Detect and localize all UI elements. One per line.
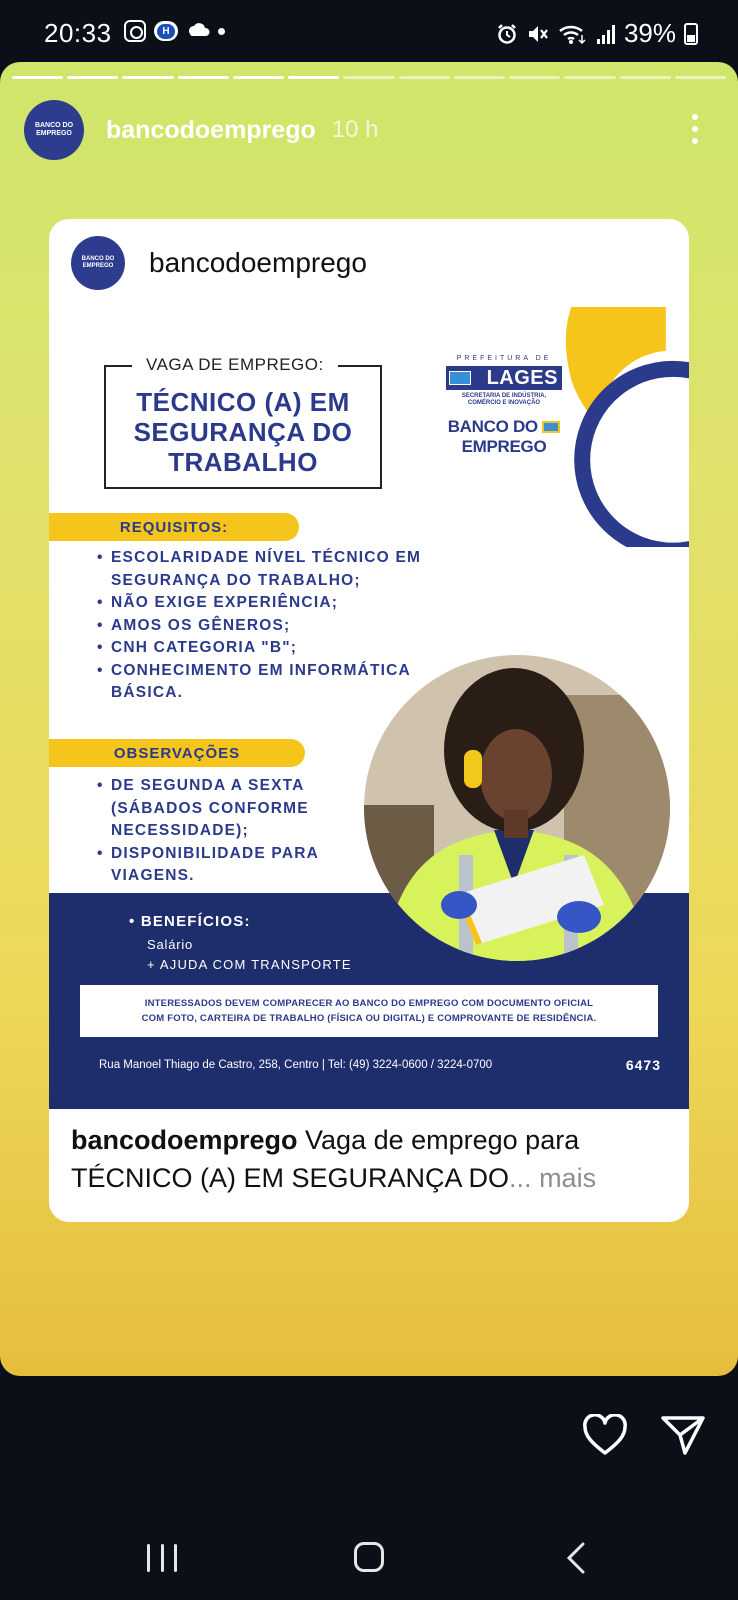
notification-icons	[124, 20, 225, 42]
avatar-text: BANCO DO	[34, 122, 74, 129]
job-code: 6473	[625, 1057, 661, 1073]
progress-segment	[288, 76, 339, 79]
story-progress	[12, 76, 726, 79]
weather-icon	[186, 20, 210, 42]
wifi-icon	[558, 23, 588, 45]
list-item: • DISPONIBILIDADE PARA VIAGENS.	[97, 844, 319, 884]
notice-box	[80, 985, 658, 1037]
more-notifications-dot	[218, 28, 225, 35]
beneficio-item: Salário	[147, 937, 194, 952]
h-app-icon: H	[154, 21, 178, 41]
shared-post-card[interactable]	[49, 219, 689, 1222]
progress-segment	[675, 76, 726, 79]
progress-segment	[122, 76, 173, 79]
prefeitura-label: PREFEITURA DE	[456, 355, 552, 362]
avatar-text: EMPREGO	[82, 263, 114, 269]
status-time: 20:33	[44, 18, 112, 48]
flag-icon	[542, 421, 560, 433]
avatar-text: EMPREGO	[36, 130, 72, 137]
bde-line: BANCO DO	[447, 417, 538, 436]
worker-photo	[364, 655, 670, 961]
story-avatar[interactable]	[24, 100, 84, 160]
progress-segment	[178, 76, 229, 79]
progress-segment	[12, 76, 63, 79]
bde-line: EMPREGO	[461, 437, 547, 456]
alarm-icon	[496, 23, 518, 45]
system-nav-bar	[0, 1520, 738, 1600]
battery-percent: 39%	[623, 18, 676, 48]
instagram-icon	[124, 20, 146, 42]
job-title	[106, 387, 380, 477]
prefeitura-logo	[446, 355, 562, 457]
secretaria-label	[446, 393, 562, 407]
signal-icon	[596, 23, 616, 45]
post-caption[interactable]	[71, 1121, 671, 1197]
mute-icon	[526, 23, 550, 45]
caption-ellipsis: ...	[509, 1163, 532, 1193]
job-title-line: SEGURANÇA DO	[133, 417, 353, 447]
list-item: • CNH CATEGORIA "B";	[97, 639, 298, 656]
back-icon[interactable]	[566, 1542, 586, 1574]
job-legend: VAGA DE EMPREGO:	[132, 355, 338, 375]
requisitos-list	[97, 547, 451, 705]
notice-line: COM FOTO, CARTEIRA DE TRABALHO (FÍSICA OU DIGITAL) E COMPROVANTE DE RESIDÊNCIA.	[141, 1013, 597, 1024]
list-item: • CONHECIMENTO EM INFORMÁTICA BÁSICA.	[97, 661, 411, 701]
lages-logo	[446, 366, 562, 390]
job-title-line: TRABALHO	[168, 447, 318, 477]
observacoes-list	[97, 775, 361, 888]
home-icon[interactable]	[354, 1542, 384, 1572]
progress-segment	[509, 76, 560, 79]
progress-segment	[233, 76, 284, 79]
progress-segment	[343, 76, 394, 79]
progress-segment	[399, 76, 450, 79]
list-item: • DE SEGUNDA A SEXTA (SÁBADOS CONFORME NECESSIDADE);	[97, 777, 309, 839]
post-avatar[interactable]	[71, 236, 125, 290]
caption-username[interactable]: bancodoemprego	[71, 1125, 298, 1155]
flag-icon	[449, 371, 471, 385]
banco-do-emprego-logo	[446, 417, 562, 457]
caption-text: Vaga de emprego para TÉCNICO (A) EM SEGURANÇA DO	[71, 1125, 580, 1193]
list-item: • ESCOLARIDADE NÍVEL TÉCNICO EM SEGURANÇA DO TRABALHO;	[97, 549, 422, 589]
post-header	[49, 219, 689, 307]
progress-segment	[564, 76, 615, 79]
progress-segment	[67, 76, 118, 79]
job-title-box	[104, 355, 382, 489]
secretaria-line: SECRETARIA DE INDÚSTRIA,	[461, 393, 547, 399]
job-title-line: TÉCNICO (A) EM	[136, 387, 350, 417]
avatar-text: BANCO DO	[81, 256, 115, 262]
list-item: • AMOS OS GÊNEROS;	[97, 616, 291, 634]
lages-text: LAGES	[486, 366, 558, 389]
system-icons	[496, 18, 698, 49]
post-username[interactable]: bancodoemprego	[149, 247, 367, 278]
caption-more-link[interactable]: mais	[531, 1163, 597, 1193]
beneficios-title: • BENEFÍCIOS:	[129, 913, 251, 930]
story-time: 10 h	[331, 116, 379, 143]
notice-line: INTERESSADOS DEVEM COMPARECER AO BANCO DO EMPREGO COM DOCUMENTO OFICIAL	[144, 998, 594, 1009]
job-poster-image	[49, 307, 689, 1109]
story-header	[24, 100, 378, 160]
observacoes-pill: OBSERVAÇÕES	[49, 739, 305, 767]
send-icon[interactable]	[660, 1414, 706, 1456]
status-bar	[0, 0, 738, 62]
secretaria-line: COMÉRCIO E INOVAÇÃO	[467, 400, 541, 406]
progress-segment	[454, 76, 505, 79]
address-text: Rua Manoel Thiago de Castro, 258, Centro | Tel: (49) 3224-0600 / 3224-0700	[99, 1059, 493, 1071]
story-frame[interactable]	[0, 62, 738, 1376]
requisitos-pill: REQUISITOS:	[49, 513, 299, 541]
list-item: • NÃO EXIGE EXPERIÊNCIA;	[97, 594, 339, 611]
more-options-icon[interactable]	[692, 114, 700, 144]
battery-icon	[684, 23, 698, 45]
recents-icon[interactable]	[147, 1544, 177, 1572]
beneficio-item: + AJUDA COM TRANSPORTE	[147, 957, 352, 972]
like-heart-icon[interactable]	[582, 1414, 628, 1456]
story-username[interactable]: bancodoemprego	[106, 115, 316, 144]
progress-segment	[620, 76, 671, 79]
